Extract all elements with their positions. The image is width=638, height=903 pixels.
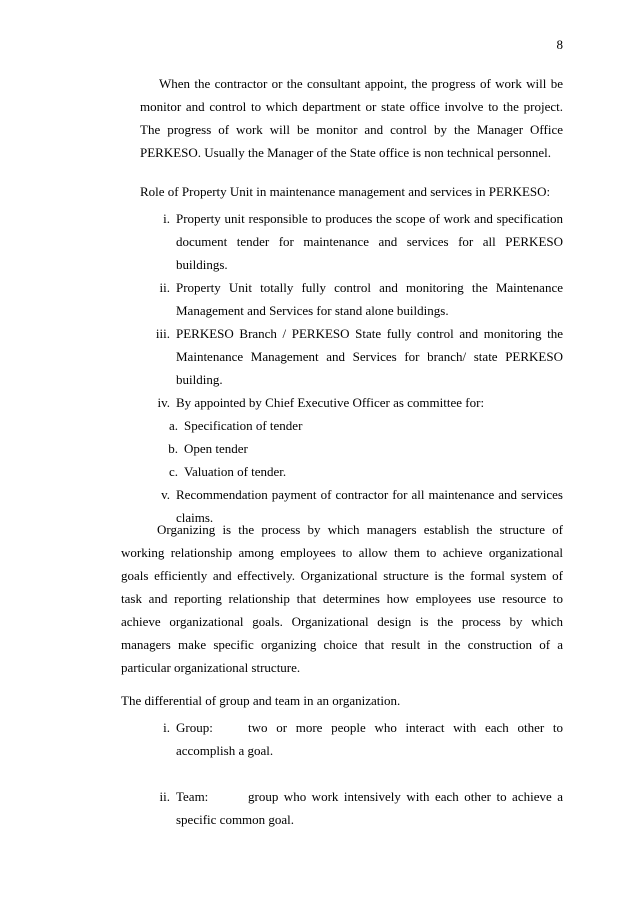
list-item (140, 207, 563, 276)
group-row (140, 716, 563, 739)
sub-list-text: Specification of tender (184, 418, 303, 433)
sub-list-letter: c. (168, 464, 178, 479)
list-numeral: ii. (159, 280, 170, 295)
group-text-line1: two or more people who interact with each other to (248, 720, 563, 735)
list-item-text: Recommendation payment of contractor for all maintenance and services claims. (176, 487, 563, 525)
intro-paragraph (140, 72, 563, 164)
sub-list-letter: a. (168, 418, 178, 433)
sub-list-item (160, 414, 563, 437)
group-definition (140, 716, 563, 762)
role-heading: Role of Property Unit in maintenance management and services in PERKESO: (140, 184, 551, 199)
organizing-paragraph (121, 518, 563, 679)
sub-list-text: Open tender (184, 441, 248, 456)
list-item-text: PERKESO Branch / PERKESO State fully control and monitoring the Maintenance Management and Services for branch/ state PERKESO building. (176, 326, 563, 387)
role-list (140, 207, 563, 529)
sub-list-text: Valuation of tender. (184, 464, 287, 479)
group-label: Group: (176, 720, 213, 735)
sub-list-letter: b. (168, 441, 178, 456)
team-text-line1: group who work intensively with each other to achieve a (248, 789, 563, 804)
list-numeral: ii. (159, 789, 170, 804)
list-item-text: Property unit responsible to produces the scope of work and specification document tender for maintenance and services for all PERKESO buildings. (176, 211, 563, 272)
differential-heading: The differential of group and team in an organization. (121, 693, 401, 708)
organizing-text: Organizing is the process by which managers establish the structure of working relationship among employees to allow them to achieve organizational goals efficiently and effectively. Organizational structure is the formal system of task and reporting relationship that determines how employees use resource to achieve organizational goals. Organizational design is the process by which managers make specific organizing choice that result in the construction of a particular organizational structure. (121, 522, 563, 675)
intro-text: When the contractor or the consultant appoint, the progress of work will be monitor and control to which department or state office involve to the project. The progress of work will be monitor and control by the Manager Office PERKESO. Usually the Manager of the State office is non technical personnel. (140, 76, 563, 160)
list-numeral: iii. (155, 326, 170, 341)
list-numeral: v. (161, 487, 170, 502)
team-text-line2: specific common goal. (176, 812, 295, 827)
list-numeral: i. (163, 720, 170, 735)
team-row (140, 785, 563, 808)
sub-list-item (160, 437, 563, 460)
list-numeral: iv. (157, 395, 170, 410)
team-label: Team: (176, 789, 209, 804)
sub-list-item (160, 460, 563, 483)
list-numeral: i. (163, 211, 170, 226)
list-item (140, 391, 563, 414)
list-item-text: Property Unit totally fully control and monitoring the Maintenance Management and Services for stand alone buildings. (176, 280, 563, 318)
group-text-line2: accomplish a goal. (176, 743, 274, 758)
team-definition (140, 785, 563, 831)
page-number: 8 (556, 37, 563, 52)
list-item-text: By appointed by Chief Executive Officer as committee for: (176, 395, 485, 410)
list-item (140, 276, 563, 322)
list-item (140, 322, 563, 391)
